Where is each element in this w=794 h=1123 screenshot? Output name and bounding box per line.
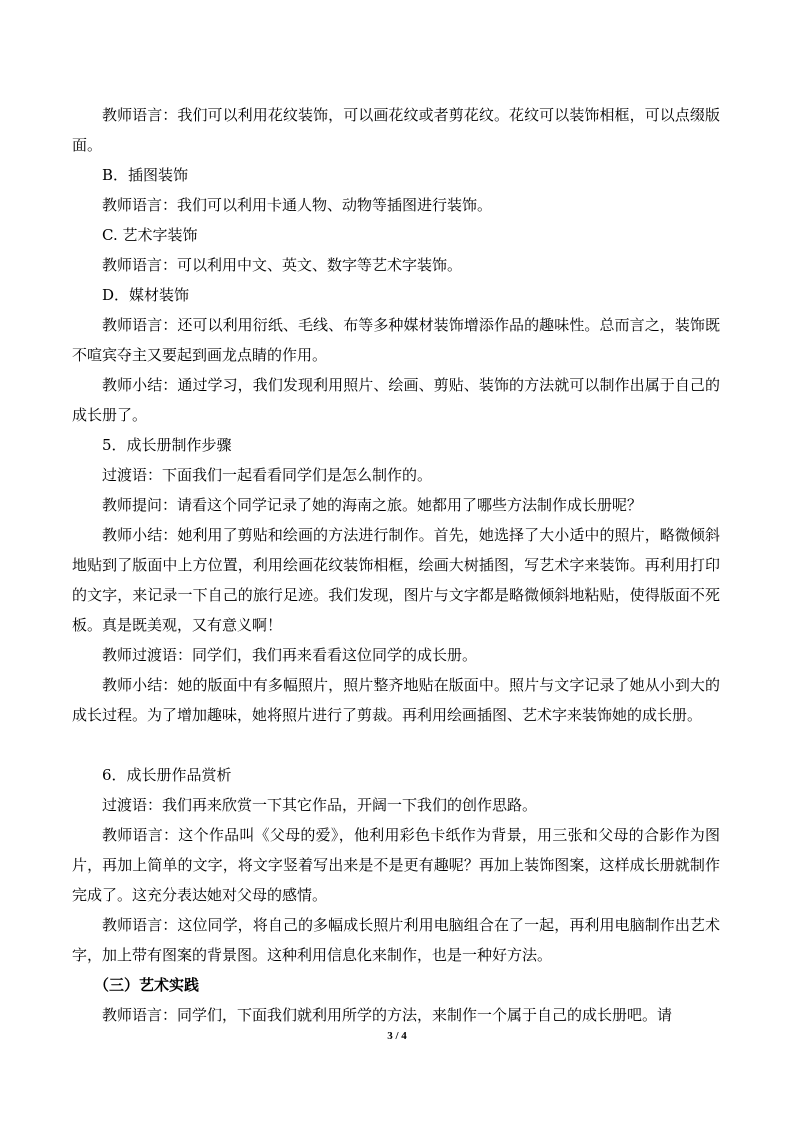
section-heading: B．插图装饰 [102,166,189,184]
paragraph: 教师过渡语：同学们，我们再来看看这位同学的成长册。 [102,646,478,664]
paragraph: 教师语言：可以利用中文、英文、数字等艺术字装饰。 [102,256,463,274]
paragraph: 教师小结：她的版面中有多幅照片，照片整齐地贴在版面中。照片与文字记录了她从小到大的成长过程。为了增加趣味，她将照片进行了剪裁。再利用绘画插图、艺术字来装饰她的成长册。 [72,676,720,724]
paragraph: 过渡语：下面我们一起看看同学们是怎么制作的。 [102,466,433,484]
paragraph: 教师小结：通过学习，我们发现利用照片、绘画、剪贴、装饰的方法就可以制作出属于自己的成长册了。 [72,376,720,424]
paragraph: 教师语言：这位同学，将自己的多幅成长照片利用电脑组合在了一起，再利用电脑制作出艺术字，加上带有图案的背景图。这种利用信息化来制作，也是一种好方法。 [72,916,720,964]
paragraph: 教师小结：她利用了剪贴和绘画的方法进行制作。首先，她选择了大小适中的照片，略微倾斜地贴到了版面中上方位置，利用绘画花纹装饰相框，绘画大树插图，写艺术字来装饰。再利用打印的文字，来记录一下自己的旅行足迹。我们发现，图片与文字都是略微倾斜地粘贴，使得版面不死板。真是既美观，又有意义啊！ [72,526,720,634]
section-heading: 6．成长册作品赏析 [102,766,232,784]
paragraph: 教师语言：同学们，下面我们就利用所学的方法，来制作一个属于自己的成长册吧。请 [102,1006,673,1024]
paragraph: 过渡语：我们再来欣赏一下其它作品，开阔一下我们的创作思路。 [102,796,538,814]
page-number: 3 / 4 [387,1030,407,1042]
paragraph: 教师语言：还可以利用衍纸、毛线、布等多种媒材装饰增添作品的趣味性。总而言之，装饰既不喧宾夺主又要起到画龙点睛的作用。 [72,316,720,364]
section-heading-bold: （三）艺术实践 [94,976,200,994]
paragraph: 教师语言：这个作品叫《父母的爱》，他利用彩色卡纸作为背景，用三张和父母的合影作为图片，再加上简单的文字，将文字竖着写出来是不是更有趣呢？再加上装饰图案，这样成长册就制作完成了。这充分表达她对父母的感情。 [72,826,720,904]
paragraph: 教师提问：请看这个同学记录了她的海南之旅。她都用了哪些方法制作成长册呢？ [102,496,643,514]
section-heading: D．媒材装饰 [102,286,190,304]
paragraph: 教师语言：我们可以利用卡通人物、动物等插图进行装饰。 [102,196,493,214]
section-heading: 5．成长册制作步骤 [102,436,232,454]
section-heading: C. 艺术字装饰 [102,226,198,244]
paragraph: 教师语言：我们可以利用花纹装饰，可以画花纹或者剪花纹。花纹可以装饰相框，可以点缀版面。 [72,106,720,154]
